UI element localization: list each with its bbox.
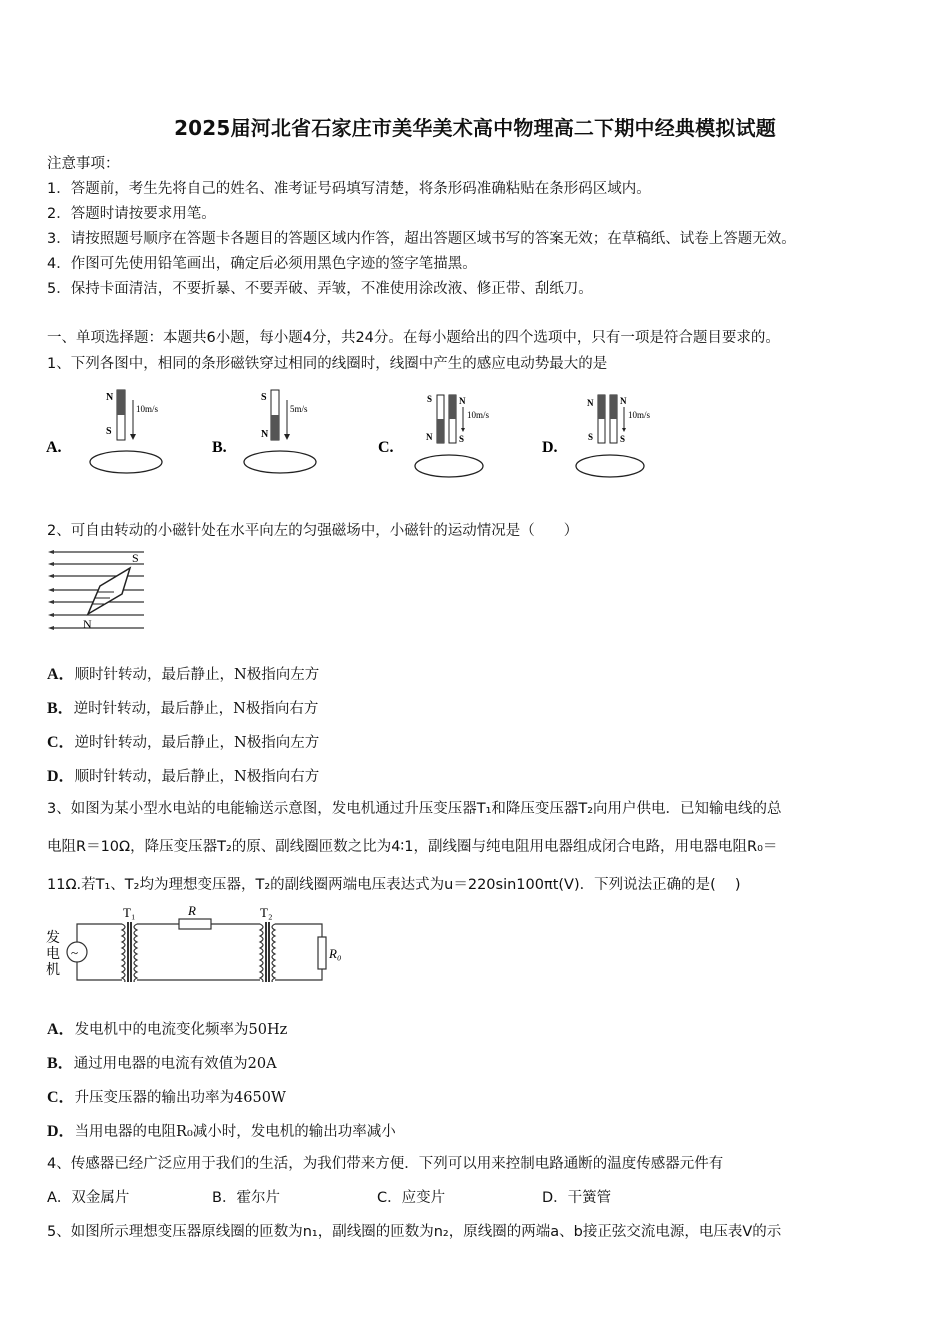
svg-text:机: 机 [46,963,60,978]
question-5-stem: 5、如图所示理想变压器原线圈的匝数为n₁，副线圈的匝数为n₂，原线圈的两端a、b接正弦交流电源，电压表V的示 [47,1224,782,1240]
r0-label: R₀ [329,946,342,961]
question-3-option-b[interactable]: B．通过用电器的电流有效值为20A [47,1055,277,1072]
svg-text:N: N [459,396,466,406]
question-4-stem: 4、传感器已经广泛应用于我们的生活，为我们带来方便．下列可以用来控制电路通断的温度传感器元件有 [47,1156,724,1172]
question-3-stem-line-1: 3、如图为某小型水电站的电能输送示意图，发电机通过升压变压器T₁和降压变压器T₂向用户供电．已知输电线的总 [47,801,782,817]
question-2-stem: 2、可自由转动的小磁针处在水平向左的匀强磁场中，小磁针的运动情况是（ ） [47,523,579,539]
question-3-option-a[interactable]: A．发电机中的电流变化频率为50Hz [47,1021,288,1038]
question-3-option-c[interactable]: C．升压变压器的输出功率为4650W [47,1089,286,1106]
svg-text:10m/s: 10m/s [628,410,651,420]
south-pole-label: S [132,551,139,565]
notice-item: 5．保持卡面清洁，不要折暴、不要弄破、弄皱，不准使用涂改液、修正带、刮纸刀。 [47,281,593,297]
figure-a-magnet-diagram [46,390,162,473]
question-3-option-d[interactable]: D．当用电器的电阻R₀减小时，发电机的输出功率减小 [47,1123,396,1140]
question-1-figures [40,382,680,482]
svg-text:5m/s: 5m/s [290,404,308,414]
svg-text:S: S [459,434,465,444]
svg-text:S: S [620,434,626,444]
r-label: R [188,903,196,918]
svg-text:S: S [588,432,594,442]
generator-label-1: 发 [46,931,60,946]
svg-text:S: S [106,426,112,437]
north-pole-label: N [83,617,92,631]
figure-c-magnet-diagram [378,394,490,477]
question-4-option-a[interactable]: A．双金属片 [47,1190,130,1206]
t1-label: T₁ [123,905,136,920]
notice-item: 1．答题前，考生先将自己的姓名、准考证号码填写清楚，将条形码准确粘贴在条形码区域内。 [47,181,651,197]
notice-heading: 注意事项： [47,156,120,172]
power-transmission-circuit-figure [44,902,354,982]
question-3-stem-line-3: 11Ω.若T₁、T₂均为理想变压器，T₂的副线圈两端电压表达式为u＝220sin100πt(V)．下列说法正确的是( ) [47,877,741,893]
notice-item: 2．答题时请按要求用笔。 [47,206,216,222]
question-4-option-b[interactable]: B．霍尔片 [212,1190,280,1206]
question-1-stem: 1、下列各图中，相同的条形磁铁穿过相同的线圈时，线圈中产生的感应电动势最大的是 [47,356,608,372]
figure-b-magnet-diagram [212,390,316,473]
compass-needle-figure [44,548,164,633]
figure-d-magnet-diagram [542,395,651,477]
svg-text:10m/s: 10m/s [136,404,159,414]
figure-d-label: D. [542,439,558,456]
question-2-option-c[interactable]: C．逆时针转动，最后静止，N极指向左方 [47,734,320,751]
question-2-option-a[interactable]: A．顺时针转动，最后静止，N极指向左方 [47,666,320,683]
notice-item: 4．作图可先使用铅笔画出，确定后必须用黑色字迹的签字笔描黑。 [47,256,477,272]
svg-text:S: S [261,392,267,403]
question-2-option-b[interactable]: B．逆时针转动，最后静止，N极指向右方 [47,700,319,717]
svg-text:S: S [427,394,433,404]
figure-a-label: A. [46,439,62,456]
figure-b-label: B. [212,439,227,456]
svg-text:N: N [587,398,594,408]
svg-text:N: N [106,392,114,403]
t2-label: T₂ [260,905,273,920]
section-heading: 一、单项选择题：本题共6小题，每小题4分，共24分。在每小题给出的四个选项中，只有一项是符合题目要求的。 [47,330,780,346]
svg-text:电: 电 [46,947,60,962]
figure-c-label: C. [378,439,394,456]
svg-text:10m/s: 10m/s [467,410,490,420]
svg-text:N: N [620,396,627,406]
question-4-option-c[interactable]: C．应变片 [377,1190,446,1206]
svg-text:~: ~ [71,945,79,960]
svg-text:N: N [426,432,433,442]
question-3-stem-line-2: 电阻R＝10Ω，降压变压器T₂的原、副线圈匝数之比为4∶1，副线圈与纯电阻用电器组成闭合电路，用电器电阻R₀＝ [47,839,778,855]
question-2-option-d[interactable]: D．顺时针转动，最后静止，N极指向右方 [47,768,320,785]
question-4-option-d[interactable]: D．干簧管 [542,1190,612,1206]
svg-text:N: N [261,429,269,440]
page-title: 2025届河北省石家庄市美华美术高中物理高二下期中经典模拟试题 [174,116,776,140]
notice-item: 3．请按照题号顺序在答题卡各题目的答题区域内作答，超出答题区域书写的答案无效；在草稿纸、试卷上答题无效。 [47,231,796,247]
